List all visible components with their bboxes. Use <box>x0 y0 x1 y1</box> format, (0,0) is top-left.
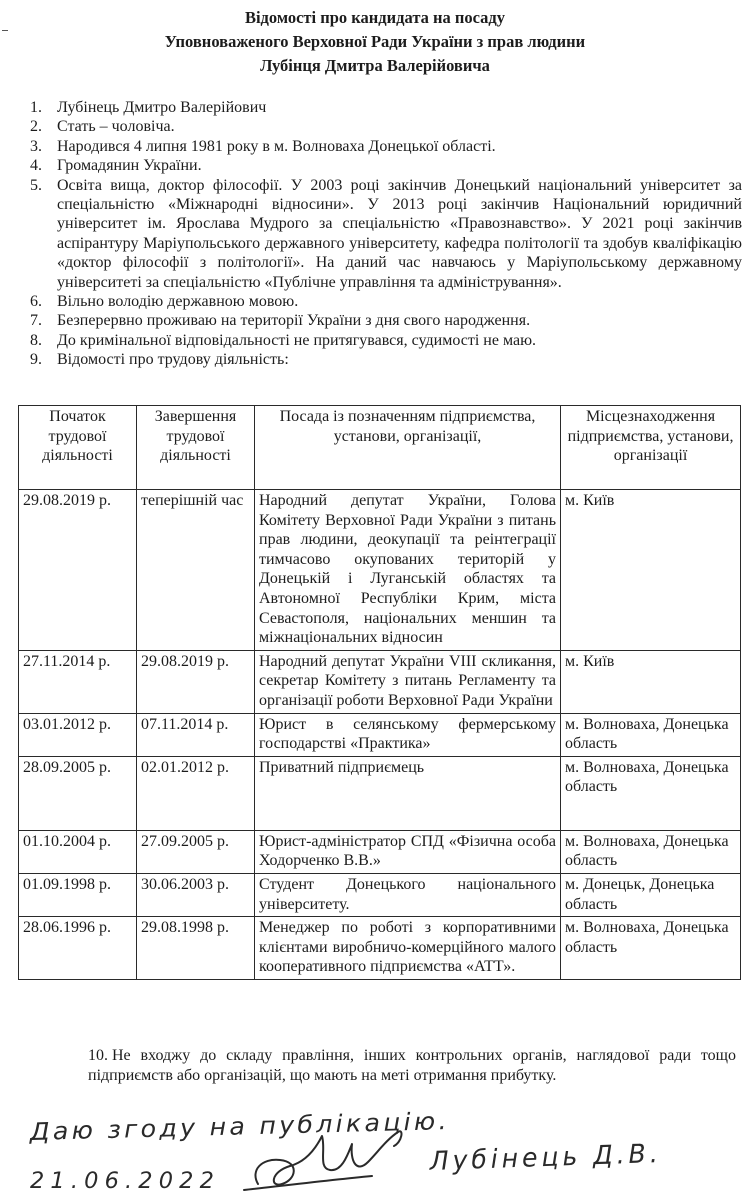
end-date: 02.01.2012 р. <box>137 756 255 830</box>
item-number: 3. <box>30 137 42 155</box>
start-date: 29.08.2019 р. <box>19 490 137 651</box>
position: Юрист-адміністратор СПД «Фізична особа Ходорченко В.В.» <box>255 830 561 873</box>
numbered-list <box>30 98 742 370</box>
item-text: Народився 4 липня 1981 року в м. Волноваха Донецької області. <box>57 137 496 155</box>
table-row <box>19 650 741 713</box>
list-item <box>30 311 742 330</box>
position: Приватний підприємець <box>255 756 561 830</box>
end-date: 29.08.1998 р. <box>137 917 255 980</box>
start-date: 27.11.2014 р. <box>19 650 137 713</box>
position: Народний депутат України VIII скликання, секретар Комітету з питань Регламенту та організації роботи Верховної Ради України <box>255 650 561 713</box>
location: м. Волноваха, Донецька область <box>561 830 741 873</box>
table-row <box>19 917 741 980</box>
end-date: 07.11.2014 р. <box>137 713 255 756</box>
header-position: Посада із позначенням підприємства, установи, організації, <box>255 406 561 490</box>
item-number: 8. <box>30 331 42 349</box>
item-text: Не входжу до складу правління, інших контрольних органів, наглядової ради тощо підприємств або організацій, що мають на меті отримання прибутку. <box>88 1047 736 1084</box>
start-date: 28.09.2005 р. <box>19 756 137 830</box>
end-date: теперішній час <box>137 490 255 651</box>
handwritten-name: Лубінець Д.В. <box>429 1138 670 1177</box>
item-number: 1. <box>30 99 42 116</box>
list-item <box>30 176 742 292</box>
item-number: 2. <box>30 118 42 136</box>
list-item <box>30 137 742 156</box>
document-title <box>0 6 750 78</box>
list-item <box>30 350 742 369</box>
list-item <box>30 331 742 350</box>
signature-scribble <box>244 1131 401 1190</box>
title-line-2: Уповноваженого Верховної Ради України з прав людини <box>164 32 586 51</box>
position: Народний депутат України, Голова Комітету Верховної Ради України з питань прав людини, деокупації та реінтеграції тимчасово окупованих територій у Донецькій і Луганській областях та Автономної Республіки Крим, міста Севастополя, національних меншин та міжнаціональних відносин <box>255 490 561 651</box>
item-number: 4. <box>30 157 42 175</box>
position: Менеджер по роботі з корпоративними клієнтами виробничо-комерційного малого кооперативного підприємства «АТТ». <box>255 917 561 980</box>
item-text: Відомості про трудову діяльність: <box>57 351 289 369</box>
item-number: 9. <box>30 351 42 369</box>
item-number: 6. <box>30 293 42 311</box>
location: м. Донецьк, Донецька область <box>561 873 741 916</box>
item-text: Освіта вища, доктор філософії. У 2003 році закінчив Донецький національний університет за спеціальністю «Міжнародні відносини». У 2013 році закінчив Національний юридичний університет ім. Ярослава Мудрого за спеціальністю «Правознавство». У 2021 році закінчив аспірантуру Маріупольського державного університету, кафедра політології та здобув кваліфікацію «доктор філософії з політології». На даний час навчаюсь у Маріупольському державному університеті за спеціальністю «Публічне управління та адміністрування». <box>57 176 742 291</box>
start-date: 03.01.2012 р. <box>19 713 137 756</box>
list-item-10 <box>88 1046 736 1085</box>
table-row <box>19 490 741 651</box>
table-row <box>19 873 741 916</box>
position: Юрист в селянському фермерському господарстві «Практика» <box>255 713 561 756</box>
title-line-1: Відомості про кандидата на посаду <box>244 8 506 27</box>
header-start: Початок трудової діяльності <box>19 406 137 490</box>
location: м. Волноваха, Донецька область <box>561 713 741 756</box>
list-item <box>30 156 742 175</box>
table-row <box>19 756 741 830</box>
handwritten-consent: Даю згоду на публікацію. <box>29 1107 427 1146</box>
list-item <box>30 98 742 117</box>
header-end: Завершення трудової діяльності <box>137 406 255 490</box>
item-number: 10. <box>88 1047 108 1064</box>
work-history-table <box>18 405 741 980</box>
location: м. Волноваха, Донецька область <box>561 756 741 830</box>
list-item <box>30 117 742 136</box>
table-row <box>19 713 741 756</box>
header-location: Місцезнаходження підприємства, установи, організації <box>561 406 741 490</box>
list-item <box>30 292 742 311</box>
table-header-row <box>19 406 741 490</box>
start-date: 01.09.1998 р. <box>19 873 137 916</box>
location: м. Київ <box>561 650 741 713</box>
handwritten-date: 21.06.2022 <box>30 1169 220 1194</box>
table-row <box>19 830 741 873</box>
start-date: 01.10.2004 р. <box>19 830 137 873</box>
location: м. Волноваха, Донецька область <box>561 917 741 980</box>
item-text: Вільно володію державною мовою. <box>57 293 299 311</box>
item-text: До кримінальної відповідальності не притягувався, судимості не маю. <box>57 331 537 349</box>
item-text: Громадянин України. <box>57 157 202 175</box>
item-number: 5. <box>30 176 42 194</box>
item-text: Стать – чоловіча. <box>57 118 175 136</box>
end-date: 27.09.2005 р. <box>137 830 255 873</box>
end-date: 30.06.2003 р. <box>137 873 255 916</box>
item-text: Лубінець Дмитро Валерійович <box>57 99 267 116</box>
handwritten-signature-block <box>0 1100 750 1196</box>
item-text: Безперервно проживаю на території України з дня свого народження. <box>57 312 531 330</box>
end-date: 29.08.2019 р. <box>137 650 255 713</box>
title-line-3: Лубінця Дмитра Валерійовича <box>260 56 490 75</box>
position: Студент Донецького національного університету. <box>255 873 561 916</box>
start-date: 28.06.1996 р. <box>19 917 137 980</box>
item-number: 7. <box>30 312 42 330</box>
location: м. Київ <box>561 490 741 651</box>
